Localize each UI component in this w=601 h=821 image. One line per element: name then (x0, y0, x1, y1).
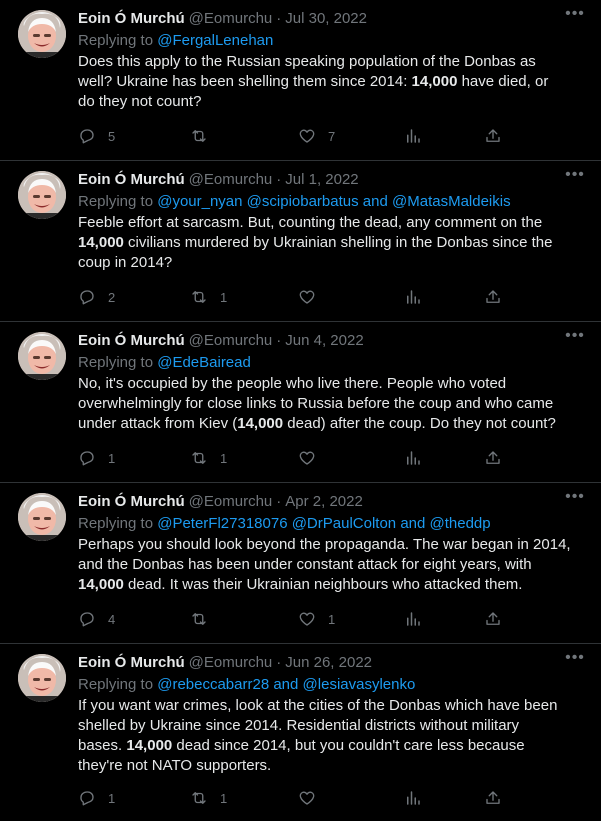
heart-icon (298, 789, 316, 807)
heart-icon (298, 127, 316, 145)
text-segment: bases. (78, 737, 127, 754)
text-segment: coup in 2014? (78, 254, 173, 271)
retweet-button[interactable] (190, 788, 227, 808)
author-handle[interactable]: @Eomurchu (188, 10, 273, 27)
like-button[interactable] (298, 788, 328, 808)
retweet-count: 1 (220, 790, 228, 806)
text-line (78, 696, 585, 716)
retweet-icon (190, 789, 208, 807)
text-line (78, 72, 585, 92)
tweet-date[interactable]: Jun 26, 2022 (285, 654, 373, 671)
more-icon[interactable]: ••• (565, 327, 585, 344)
separator-dot: · (276, 171, 282, 188)
author-name[interactable]: Eoin Ó Murchú (78, 171, 185, 188)
replying-to (78, 192, 585, 212)
analytics-icon (404, 610, 422, 628)
separator-dot: · (276, 10, 282, 27)
share-button[interactable] (484, 609, 502, 629)
author-handle[interactable]: @Eomurchu (188, 493, 273, 510)
text-line (78, 233, 585, 253)
reply-count: 1 (108, 450, 116, 466)
analytics-icon (404, 288, 422, 306)
tweet-header (78, 5, 585, 28)
reply-button[interactable] (78, 448, 115, 468)
tweet-actions (78, 609, 601, 629)
avatar[interactable] (18, 332, 66, 380)
more-icon[interactable]: ••• (565, 5, 585, 22)
tweet-actions (78, 448, 601, 468)
tweet-text (78, 213, 585, 273)
separator-dot: · (276, 332, 282, 349)
reply-count: 5 (108, 128, 116, 144)
tweet-text (78, 535, 585, 595)
text-line (78, 52, 585, 72)
text-line (78, 575, 585, 595)
text-line (78, 394, 585, 414)
retweet-button[interactable] (190, 609, 220, 629)
text-line (78, 213, 585, 233)
bold-number: 14,000 (411, 73, 458, 90)
mention-joiner: and (400, 515, 426, 532)
retweet-icon (190, 449, 208, 467)
reply-count: 4 (108, 611, 116, 627)
reply-button[interactable] (78, 287, 115, 307)
replying-to-label: Replying to (78, 354, 154, 371)
like-button[interactable] (298, 448, 328, 468)
retweet-button[interactable] (190, 287, 227, 307)
text-segment: No, it's occupied by the people who live there. People who voted (78, 375, 507, 392)
text-line (78, 555, 585, 575)
more-icon[interactable]: ••• (565, 488, 585, 505)
reply-count: 2 (108, 289, 116, 305)
tweet-actions (78, 126, 601, 146)
text-line (78, 414, 585, 434)
text-segment: Does this apply to the Russian speaking population of the Donbas as (78, 53, 536, 70)
reply-count: 1 (108, 790, 116, 806)
share-button[interactable] (484, 287, 502, 307)
tweet-text (78, 696, 585, 776)
heart-icon (298, 288, 316, 306)
author-name[interactable]: Eoin Ó Murchú (78, 10, 185, 27)
tweet-date[interactable]: Jul 1, 2022 (285, 171, 359, 188)
text-segment: dead) after the coup. Do they not count? (283, 415, 556, 432)
views-button[interactable] (404, 788, 422, 808)
retweet-icon (190, 127, 208, 145)
bold-number: 14,000 (78, 234, 124, 251)
avatar[interactable] (18, 10, 66, 58)
text-segment: they're not NATO supporters. (78, 757, 272, 774)
text-segment: well? Ukraine has been shelling them since 2014: (78, 73, 412, 90)
like-button[interactable] (298, 287, 328, 307)
tweet-date[interactable]: Jul 30, 2022 (285, 10, 367, 27)
share-icon (484, 789, 502, 807)
mention-joiner: and (362, 193, 388, 210)
text-segment: under attack from Kiev ( (78, 415, 238, 432)
share-icon (484, 127, 502, 145)
retweet-icon (190, 288, 208, 306)
like-count: 1 (328, 611, 336, 627)
tweet[interactable] (0, 483, 601, 644)
author-handle[interactable]: @Eomurchu (188, 332, 273, 349)
text-line (78, 535, 585, 555)
author-name[interactable]: Eoin Ó Murchú (78, 493, 185, 510)
share-icon (484, 449, 502, 467)
text-segment: shelled by Ukraine since 2014. Residential districts without military (78, 717, 520, 734)
replying-to-label: Replying to (78, 32, 154, 49)
author-handle[interactable]: @Eomurchu (188, 171, 273, 188)
text-segment: have died, or (457, 73, 549, 90)
text-line (78, 92, 585, 112)
heart-icon (298, 610, 316, 628)
share-icon (484, 610, 502, 628)
more-icon[interactable]: ••• (565, 166, 585, 183)
retweet-count: 1 (220, 450, 228, 466)
avatar[interactable] (18, 654, 66, 702)
retweet-button[interactable] (190, 448, 227, 468)
share-icon (484, 288, 502, 306)
analytics-icon (404, 449, 422, 467)
text-line (78, 736, 585, 756)
reply-icon (78, 288, 96, 306)
tweet-header (78, 649, 585, 672)
tweet-date[interactable]: Jun 4, 2022 (285, 332, 364, 349)
tweet-header (78, 166, 585, 189)
mention-joiner: and (273, 676, 299, 693)
mention-link[interactable]: @PeterFl27318076 (157, 515, 288, 532)
mention-link[interactable]: @DrPaulColton (291, 515, 397, 532)
share-button[interactable] (484, 788, 502, 808)
tweet-header (78, 488, 585, 511)
tweet-text (78, 374, 585, 434)
text-line (78, 374, 585, 394)
tweet-header (78, 327, 585, 350)
mention-link[interactable]: @lesiavasylenko (302, 676, 416, 693)
text-segment: dead. It was their Ukrainian neighbours who attacked them. (123, 576, 523, 593)
mention-link[interactable]: @your_nyan (157, 193, 243, 210)
text-segment: Feeble effort at sarcasm. But, counting the dead, any comment on the (78, 214, 543, 231)
share-button[interactable] (484, 126, 502, 146)
text-segment: overwhelmingly for close links to Russia before the coup and who came (78, 395, 554, 412)
replying-to-label: Replying to (78, 193, 154, 210)
reply-button[interactable] (78, 788, 115, 808)
replying-to-label: Replying to (78, 676, 154, 693)
bold-number: 14,000 (78, 576, 124, 593)
more-icon[interactable]: ••• (565, 649, 585, 666)
replying-to-label: Replying to (78, 515, 154, 532)
views-button[interactable] (404, 448, 422, 468)
tweet-date[interactable]: Apr 2, 2022 (285, 493, 363, 510)
views-button[interactable] (404, 126, 422, 146)
text-segment: If you want war crimes, look at the cities of the Donbas which have been (78, 697, 558, 714)
text-line (78, 756, 585, 776)
tweet[interactable] (0, 0, 601, 161)
like-button[interactable] (298, 126, 335, 146)
mention-link[interactable]: @MatasMaldeikis (392, 193, 511, 210)
replying-to (78, 31, 585, 51)
reply-button[interactable] (78, 126, 115, 146)
text-line (78, 716, 585, 736)
tweet-actions (78, 287, 601, 307)
avatar[interactable] (18, 493, 66, 541)
replying-to (78, 675, 585, 695)
avatar[interactable] (18, 171, 66, 219)
views-button[interactable] (404, 609, 422, 629)
mention-link[interactable]: @FergalLenehan (157, 32, 274, 49)
bold-number: 14,000 (126, 737, 173, 754)
text-segment: civilians murdered by Ukrainian shelling in the Donbas since the (123, 234, 553, 251)
mention-link[interactable]: @EdeBairead (157, 354, 251, 371)
text-segment: dead since 2014, but you couldn't care less because (172, 737, 525, 754)
bold-number: 14,000 (237, 415, 284, 432)
replying-to (78, 353, 585, 373)
share-button[interactable] (484, 448, 502, 468)
mention-link[interactable]: @scipiobarbatus (246, 193, 359, 210)
reply-icon (78, 610, 96, 628)
tweet[interactable] (0, 644, 601, 821)
author-handle[interactable]: @Eomurchu (188, 654, 273, 671)
text-segment: and the Donbas has been under constant attack for eight years, with (78, 556, 532, 573)
retweet-count: 1 (220, 289, 228, 305)
author-name[interactable]: Eoin Ó Murchú (78, 654, 185, 671)
tweet-actions (78, 788, 601, 808)
heart-icon (298, 449, 316, 467)
text-segment: do they not count? (78, 93, 202, 110)
analytics-icon (404, 127, 422, 145)
tweet[interactable] (0, 322, 601, 483)
retweet-icon (190, 610, 208, 628)
mention-link[interactable]: @rebeccabarr28 (157, 676, 270, 693)
replying-to (78, 514, 585, 534)
tweet[interactable] (0, 161, 601, 322)
separator-dot: · (276, 493, 282, 510)
reply-icon (78, 449, 96, 467)
reply-button[interactable] (78, 609, 115, 629)
reply-icon (78, 789, 96, 807)
like-count: 7 (328, 128, 336, 144)
views-button[interactable] (404, 287, 422, 307)
separator-dot: · (276, 654, 282, 671)
analytics-icon (404, 789, 422, 807)
text-line (78, 253, 585, 273)
author-name[interactable]: Eoin Ó Murchú (78, 332, 185, 349)
tweet-text (78, 52, 585, 112)
retweet-button[interactable] (190, 126, 220, 146)
mention-link[interactable]: @theddp (429, 515, 491, 532)
like-button[interactable] (298, 609, 335, 629)
reply-icon (78, 127, 96, 145)
text-segment: Perhaps you should look beyond the propaganda. The war began in 2014, (78, 536, 571, 553)
